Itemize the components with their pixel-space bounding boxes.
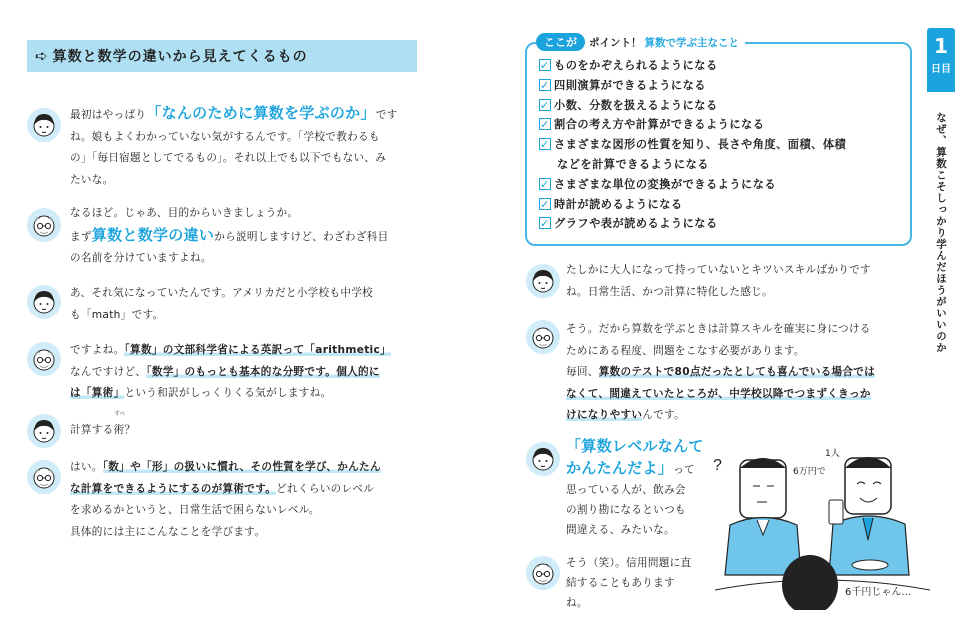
highlight-text: なくて、間違えていたところが、中学校以降でつまずくきっか bbox=[566, 387, 871, 400]
ruby-text: すべ bbox=[114, 411, 126, 417]
man-left bbox=[725, 458, 801, 575]
avatar-girl bbox=[27, 414, 61, 448]
dialogue-3 bbox=[70, 283, 373, 326]
highlight-text: けになりやすい bbox=[566, 409, 643, 421]
text: も「math」です。 bbox=[70, 308, 164, 321]
point-badge: ここが bbox=[536, 33, 585, 51]
checklist-text: 時計が読めるようになる bbox=[554, 197, 683, 211]
text: ね。日常生活、かつ計算に特化した感じ。 bbox=[566, 285, 773, 298]
highlight-text: は「算術」 bbox=[70, 387, 125, 399]
avatar-professor bbox=[27, 208, 61, 242]
section-heading bbox=[27, 40, 417, 72]
dialogue-9 bbox=[566, 436, 704, 540]
text: です bbox=[375, 109, 398, 121]
speech-bubble-text: 1人 bbox=[825, 449, 840, 459]
text: ？ bbox=[124, 424, 136, 436]
text: なるほど。じゃあ、目的からいきましょうか。 bbox=[70, 207, 299, 219]
text: を求めるかというと、日常生活で困らないレベル。 bbox=[70, 504, 320, 516]
point-label: ポイント！ bbox=[589, 36, 642, 49]
emphasis-text: かんたんだよ」 bbox=[566, 459, 674, 477]
dialogue-1 bbox=[70, 103, 398, 191]
avatar-girl bbox=[526, 264, 560, 298]
text: ね。娘もよくわかっていない気がするんです。「学校で教わるも bbox=[70, 130, 380, 143]
avatar-professor bbox=[27, 342, 61, 376]
checkbox-icon bbox=[539, 178, 551, 190]
point-title bbox=[536, 32, 745, 52]
highlight-text: 「数学」のもっとも基本的な分野です。個人的に bbox=[146, 365, 380, 378]
avatar-girl bbox=[27, 108, 61, 142]
avatar-professor bbox=[526, 556, 560, 590]
arrow-icon: ➪ bbox=[35, 47, 49, 65]
text: 計算する bbox=[70, 424, 114, 436]
checkbox-icon bbox=[539, 217, 551, 229]
checkbox-icon bbox=[539, 198, 551, 210]
dialogue-10 bbox=[566, 553, 691, 613]
dialogue-6 bbox=[70, 457, 381, 543]
text: ね。 bbox=[566, 597, 588, 609]
checklist-text: 割合の考え方や計算ができるようになる bbox=[554, 118, 765, 132]
checklist-text: さまざまな図形の性質を知り、長さや角度、面積、体積 bbox=[554, 138, 847, 152]
highlight-text: 「算数」の文部科学省による英訳って「arithmetic」 bbox=[124, 344, 391, 356]
text: 最初はやっぱり bbox=[70, 109, 147, 121]
text: 思っている人が、飲み会 bbox=[566, 484, 686, 496]
text: そう。だから算数を学ぶときは計算スキルを確実に身につける bbox=[566, 323, 871, 335]
text: 結することもあります bbox=[566, 577, 675, 589]
checklist-text: 小数、分数を扱えるようになる bbox=[554, 98, 718, 112]
text: って bbox=[673, 464, 695, 476]
emphasis-text: 「算数レベルなんて bbox=[566, 437, 704, 455]
text: んです。 bbox=[642, 409, 685, 421]
dialogue-5 bbox=[70, 411, 136, 442]
checklist-text: グラフや表が読めるようになる bbox=[554, 217, 718, 231]
chapter-title-vertical: なぜ、算数こそしっかり学んだほうがいいのか bbox=[935, 112, 947, 354]
text: 間違える、みたいな。 bbox=[566, 524, 675, 536]
avatar-professor bbox=[27, 460, 61, 494]
text: 具体的には主にこんなことを学びます。 bbox=[70, 525, 266, 538]
text: たいな。 bbox=[70, 173, 114, 186]
text: 術 bbox=[113, 424, 125, 436]
speech-bubble-text: 6万円で bbox=[793, 467, 826, 477]
highlight-text: 算数のテストで80点だったとしても喜んでいる場合では bbox=[598, 366, 876, 378]
avatar-girl bbox=[27, 285, 61, 319]
chapter-number: 1 bbox=[934, 34, 948, 58]
text: たしかに大人になって持っていないとキツいスキルばかりです bbox=[566, 264, 871, 276]
checklist-item-continued bbox=[539, 155, 846, 175]
checklist-item bbox=[539, 214, 846, 234]
text: 毎回、 bbox=[566, 366, 599, 378]
speech-bubble-text: 6千円じゃん… bbox=[845, 587, 912, 598]
checklist-item bbox=[539, 175, 846, 195]
point-subtitle: 算数で学ぶ主なこと bbox=[644, 36, 739, 49]
question-mark: ? bbox=[713, 457, 722, 474]
checkbox-icon bbox=[539, 79, 551, 91]
chapter-day-label: 日目 bbox=[931, 64, 951, 75]
text: の名前を分けていますよね。 bbox=[70, 252, 212, 264]
checklist-item bbox=[539, 195, 846, 215]
checklist-item bbox=[539, 76, 846, 96]
highlight-text: 「数」や「形」の扱いに慣れ、その性質を学び、かんたん bbox=[102, 461, 381, 473]
dialogue-2 bbox=[70, 203, 389, 270]
checklist-text: さまざまな単位の変換ができるようになる bbox=[554, 177, 777, 191]
checkbox-icon bbox=[539, 99, 551, 111]
text: ですよね。 bbox=[70, 344, 125, 356]
checklist-text: ものをかぞえられるようになる bbox=[554, 59, 718, 72]
text: から説明しますけど、わざわざ科目 bbox=[214, 230, 389, 243]
drinking-party-illustration bbox=[705, 440, 935, 610]
man-right bbox=[829, 457, 909, 575]
text: はい。 bbox=[70, 461, 103, 473]
checklist-item bbox=[539, 56, 846, 76]
emphasis-text: 算数と数学の違い bbox=[91, 225, 215, 244]
dialogue-4 bbox=[70, 340, 391, 405]
checkbox-icon bbox=[539, 59, 551, 71]
text: という和訳がしっくりくる気がしますね。 bbox=[124, 387, 332, 399]
text: ためにある程度、問題をこなす必要があります。 bbox=[566, 344, 805, 357]
emphasis-text: 「なんのために算数を学ぶのか」 bbox=[146, 104, 376, 122]
text: の割り勘になるといつも bbox=[566, 504, 686, 516]
highlight-text: な計算をできるようにするのが算術です。 bbox=[70, 482, 277, 495]
dialogue-7 bbox=[566, 260, 871, 303]
checklist-item bbox=[539, 135, 846, 155]
avatar-professor bbox=[526, 320, 560, 354]
checkbox-icon bbox=[539, 138, 551, 150]
point-checklist bbox=[539, 56, 846, 234]
checklist-text: などを計算できるようになる bbox=[557, 157, 709, 171]
text: そう（笑）。信用問題に直 bbox=[566, 557, 692, 569]
checklist-text: 四則演算ができるようになる bbox=[554, 78, 706, 92]
text: なんですけど、 bbox=[70, 365, 147, 378]
text: どれくらいのレベル bbox=[276, 482, 375, 495]
checklist-item bbox=[539, 96, 846, 116]
avatar-girl bbox=[526, 442, 560, 476]
section-heading-text: 算数と数学の違いから見えてくるもの bbox=[52, 49, 308, 65]
text: あ、それ気になっていたんです。アメリカだと小学校も中学校 bbox=[70, 287, 374, 299]
dialogue-8 bbox=[566, 319, 875, 427]
chapter-tab bbox=[927, 28, 955, 92]
checkbox-icon bbox=[539, 118, 551, 130]
text: まず bbox=[70, 230, 92, 243]
text: の」「毎日宿題としてでるもの」。それ以上でも以下でもない、み bbox=[70, 152, 387, 164]
checklist-item bbox=[539, 115, 846, 135]
